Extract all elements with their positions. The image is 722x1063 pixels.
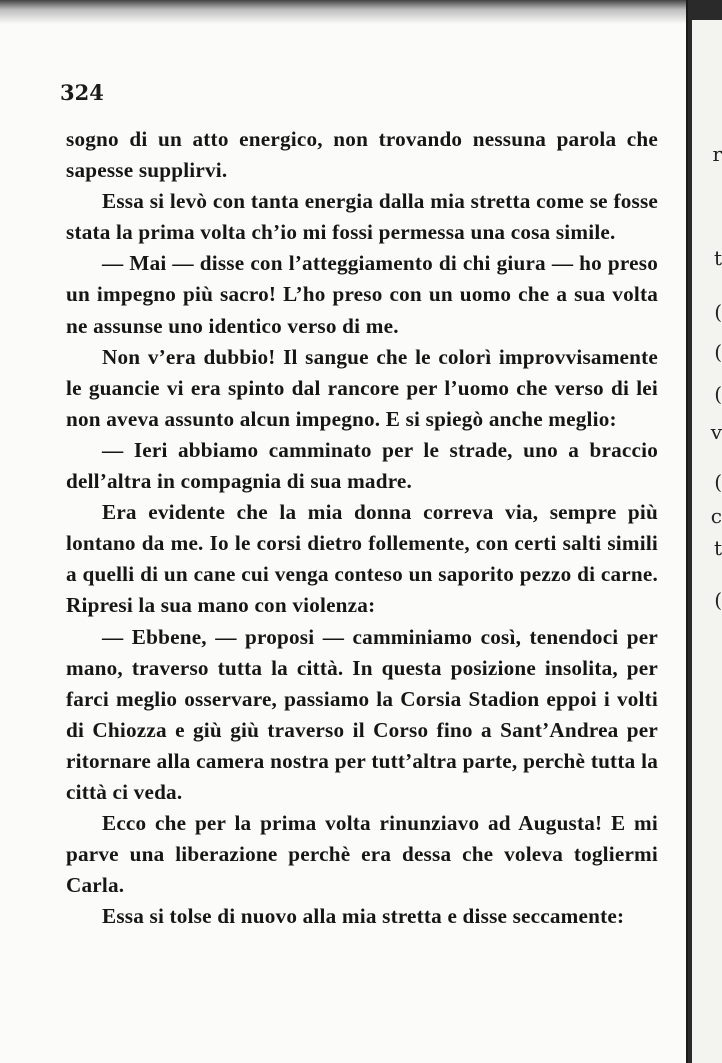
paragraph: — Ebbene, — proposi — camminiamo così, tenendoci per mano, traverso tutta la città. In questa posizione insolita, per farci meglio osservare, passiamo la Corsia Stadion eppoi i volti di Chiozza e giù giù traverso il Corso fino a Sant’Andrea per ritornare alla camera nostra per tutt’altra parte, perchè tutta la città ci veda. xyxy=(66,624,658,804)
next-page-fragment: ( xyxy=(714,340,722,364)
body-text xyxy=(66,124,658,932)
next-page-fragment: ( xyxy=(714,382,722,406)
next-page-fragment: t xyxy=(713,536,722,560)
paragraph: Essa si tolse di nuovo alla mia stretta e disse seccamente: xyxy=(102,904,625,929)
page-number: 324 xyxy=(60,80,104,105)
page-top-shadow xyxy=(0,0,686,24)
paragraph: — Ieri abbiamo camminato per le strade, uno a braccio dell’altra in compagnia di sua madre. xyxy=(66,437,658,494)
paragraph: Era evidente che la mia donna correva via, sempre più lontano da me. Io le corsi dietro follemente, con certi salti simili a quelli di un cane cui venga conteso un saporito pezzo di carne. Ripresi la sua mano con violenza: xyxy=(66,500,658,618)
adjacent-page-edge xyxy=(692,20,722,1063)
next-page-fragment: c xyxy=(710,504,722,528)
next-page-fragment: r xyxy=(712,142,722,166)
next-page-fragment: v xyxy=(710,420,722,444)
next-page-fragment: t xyxy=(713,246,722,270)
next-page-fragment: ( xyxy=(714,588,722,612)
paragraph: — Mai — disse con l’atteggiamento di chi giura — ho preso un impegno più sacro! L’ho preso con un uomo che a sua volta ne assunse uno identico verso di me. xyxy=(66,251,658,338)
paragraph: Ecco che per la prima volta rinunziavo ad Augusta! E mi parve una liberazione perchè era dessa che voleva togliermi Carla. xyxy=(66,811,658,898)
paragraph: Essa si levò con tanta energia dalla mia stretta come se fosse stata la prima volta ch’io mi fossi permessa una cosa simile. xyxy=(66,189,658,245)
paragraph: Non v’era dubbio! Il sangue che le colorì improvvisamente le guancie vi era spinto dal rancore per l’uomo che verso di lei non aveva assunto alcun impegno. E si spiegò anche meglio: xyxy=(66,344,658,431)
next-page-fragment: ( xyxy=(714,470,722,494)
next-page-fragment: ( xyxy=(714,300,722,324)
paragraph: sogno di un atto energico, non trovando nessuna parola che sapesse supplirvi. xyxy=(66,127,658,183)
